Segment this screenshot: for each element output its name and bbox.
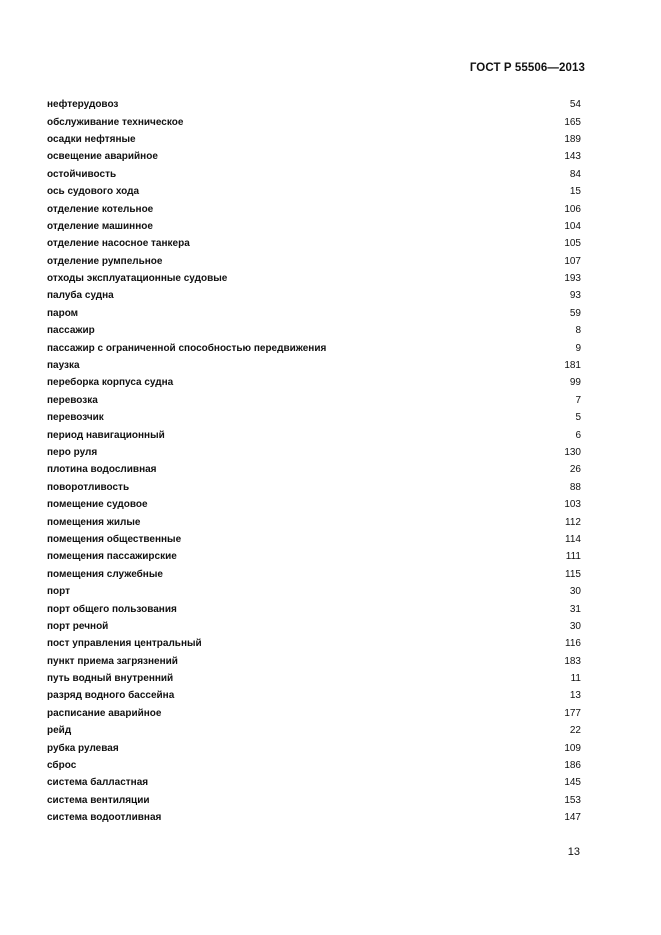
- index-page-ref: 107: [564, 255, 581, 267]
- index-entry: [47, 618, 581, 635]
- index-page-ref: 112: [565, 516, 581, 528]
- index-entry: [47, 792, 581, 809]
- index-term: нефтерудовоз: [47, 99, 119, 111]
- index-page-ref: 183: [564, 655, 581, 667]
- index-page-ref: 105: [564, 238, 581, 250]
- index-term: рейд: [47, 725, 72, 737]
- index-entry: [47, 722, 581, 739]
- index-entry: [47, 200, 581, 217]
- index-term: ось судового хода: [47, 186, 140, 198]
- index-entry: [47, 131, 581, 148]
- index-entry: [47, 496, 581, 513]
- index-page-ref: 88: [569, 481, 581, 493]
- index-entry: [47, 531, 581, 548]
- index-entry: [47, 444, 581, 461]
- index-term: перевозчик: [47, 412, 104, 424]
- index-page-ref: 153: [564, 794, 581, 806]
- index-entry: [47, 339, 581, 356]
- index-entry: [47, 270, 581, 287]
- index-page-ref: 30: [569, 586, 581, 598]
- index-entry: [47, 374, 581, 391]
- index-term: перевозка: [47, 394, 98, 406]
- index-term: порт: [47, 586, 71, 598]
- index-entry: [47, 670, 581, 687]
- index-page-ref: 54: [569, 99, 581, 111]
- index-page-ref: 6: [575, 429, 581, 441]
- index-term: помещения пассажирские: [47, 551, 177, 563]
- index-entry: [47, 357, 581, 374]
- document-header: ГОСТ Р 55506—2013: [469, 62, 585, 74]
- index-page-ref: 5: [575, 412, 581, 424]
- index-page-ref: 26: [569, 464, 581, 476]
- page-number: 13: [567, 846, 580, 858]
- index-term: помещения служебные: [47, 568, 163, 580]
- index-page-ref: 31: [569, 603, 581, 615]
- index-page-ref: 177: [564, 707, 581, 719]
- index-entry: [47, 305, 581, 322]
- index-entry: [47, 218, 581, 235]
- index-page-ref: 13: [569, 690, 581, 702]
- index-entry: [47, 183, 581, 200]
- index-entry: [47, 548, 581, 565]
- index-term: пассажир: [47, 325, 95, 337]
- index-page-ref: 30: [569, 620, 581, 632]
- index-page-ref: 193: [564, 273, 581, 285]
- index-term: обслуживание техническое: [47, 116, 184, 128]
- index-term: сброс: [47, 760, 77, 772]
- index-page-ref: 15: [569, 186, 581, 198]
- index-term: пассажир с ограниченной способностью передвижения: [47, 342, 327, 354]
- index-entry: [47, 113, 581, 130]
- index-term: поворотливость: [47, 481, 130, 493]
- index-entry: [47, 566, 581, 583]
- index-entry: [47, 635, 581, 652]
- index-term: путь водный внутренний: [47, 673, 174, 685]
- index-entry: [47, 583, 581, 600]
- index-page-ref: 181: [564, 360, 581, 372]
- index-term: отделение котельное: [47, 203, 154, 215]
- index-page-ref: 8: [575, 325, 581, 337]
- index-page-ref: 115: [565, 568, 581, 580]
- index-term: рубка рулевая: [47, 742, 119, 754]
- index-page-ref: 93: [569, 290, 581, 302]
- index-entry: [47, 235, 581, 252]
- index-entry: [47, 513, 581, 530]
- index-term: отходы эксплуатационные судовые: [47, 273, 228, 285]
- index-page-ref: 109: [564, 742, 581, 754]
- index-term: остойчивость: [47, 168, 117, 180]
- index-page-ref: 165: [564, 116, 581, 128]
- index-page-ref: 84: [569, 168, 581, 180]
- index-page-ref: 143: [564, 151, 581, 163]
- alphabetical-index: [47, 96, 581, 826]
- index-page-ref: 22: [569, 725, 581, 737]
- index-term: пост управления центральный: [47, 638, 202, 650]
- index-page-ref: 99: [569, 377, 581, 389]
- index-term: отделение машинное: [47, 220, 153, 232]
- index-entry: [47, 96, 581, 113]
- index-page-ref: 11: [570, 673, 581, 685]
- index-entry: [47, 774, 581, 791]
- index-page-ref: 145: [564, 777, 581, 789]
- index-term: порт общего пользования: [47, 603, 177, 615]
- index-entry: [47, 739, 581, 756]
- index-term: помещения жилые: [47, 516, 141, 528]
- index-term: паузка: [47, 360, 80, 372]
- index-term: плотина водосливная: [47, 464, 157, 476]
- index-term: отделение румпельное: [47, 255, 163, 267]
- index-entry: [47, 687, 581, 704]
- index-page-ref: 106: [564, 203, 581, 215]
- index-page-ref: 59: [569, 307, 581, 319]
- index-term: перо руля: [47, 447, 98, 458]
- index-term: система вентиляции: [47, 794, 150, 806]
- index-page-ref: 189: [564, 133, 581, 145]
- index-term: паром: [47, 307, 79, 319]
- index-term: система водоотливная: [47, 812, 162, 824]
- index-term: палуба судна: [47, 290, 114, 302]
- index-page-ref: 116: [565, 638, 581, 650]
- index-page-ref: 104: [564, 220, 581, 232]
- index-page-ref: 114: [565, 533, 581, 545]
- index-entry: [47, 409, 581, 426]
- index-term: освещение аварийное: [47, 151, 158, 163]
- index-entry: [47, 600, 581, 617]
- index-term: помещение судовое: [47, 499, 148, 511]
- index-page-ref: 9: [575, 342, 581, 354]
- index-entry: [47, 479, 581, 496]
- index-entry: [47, 653, 581, 670]
- index-term: помещения общественные: [47, 533, 182, 545]
- index-page-ref: 111: [565, 551, 581, 563]
- index-entry: [47, 322, 581, 339]
- index-term: отделение насосное танкера: [47, 238, 190, 250]
- index-entry: [47, 148, 581, 165]
- index-page-ref: 186: [564, 760, 581, 772]
- index-term: расписание аварийное: [47, 707, 162, 719]
- index-term: система балластная: [47, 777, 149, 789]
- index-entry: [47, 253, 581, 270]
- index-entry: [47, 392, 581, 409]
- index-page-ref: 130: [564, 447, 581, 458]
- index-term: переборка корпуса судна: [47, 377, 174, 389]
- index-term: осадки нефтяные: [47, 133, 136, 145]
- index-term: период навигационный: [47, 429, 165, 441]
- index-page-ref: 103: [564, 499, 581, 511]
- index-entry: [47, 426, 581, 443]
- index-page-ref: 7: [575, 394, 581, 406]
- index-entry: [47, 287, 581, 304]
- index-term: порт речной: [47, 620, 109, 632]
- index-term: разряд водного бассейна: [47, 690, 175, 702]
- index-entry: [47, 166, 581, 183]
- index-entry: [47, 809, 581, 826]
- index-page-ref: 147: [564, 812, 581, 824]
- index-entry: [47, 461, 581, 478]
- index-term: пункт приема загрязнений: [47, 655, 178, 667]
- index-entry: [47, 705, 581, 722]
- index-entry: [47, 757, 581, 774]
